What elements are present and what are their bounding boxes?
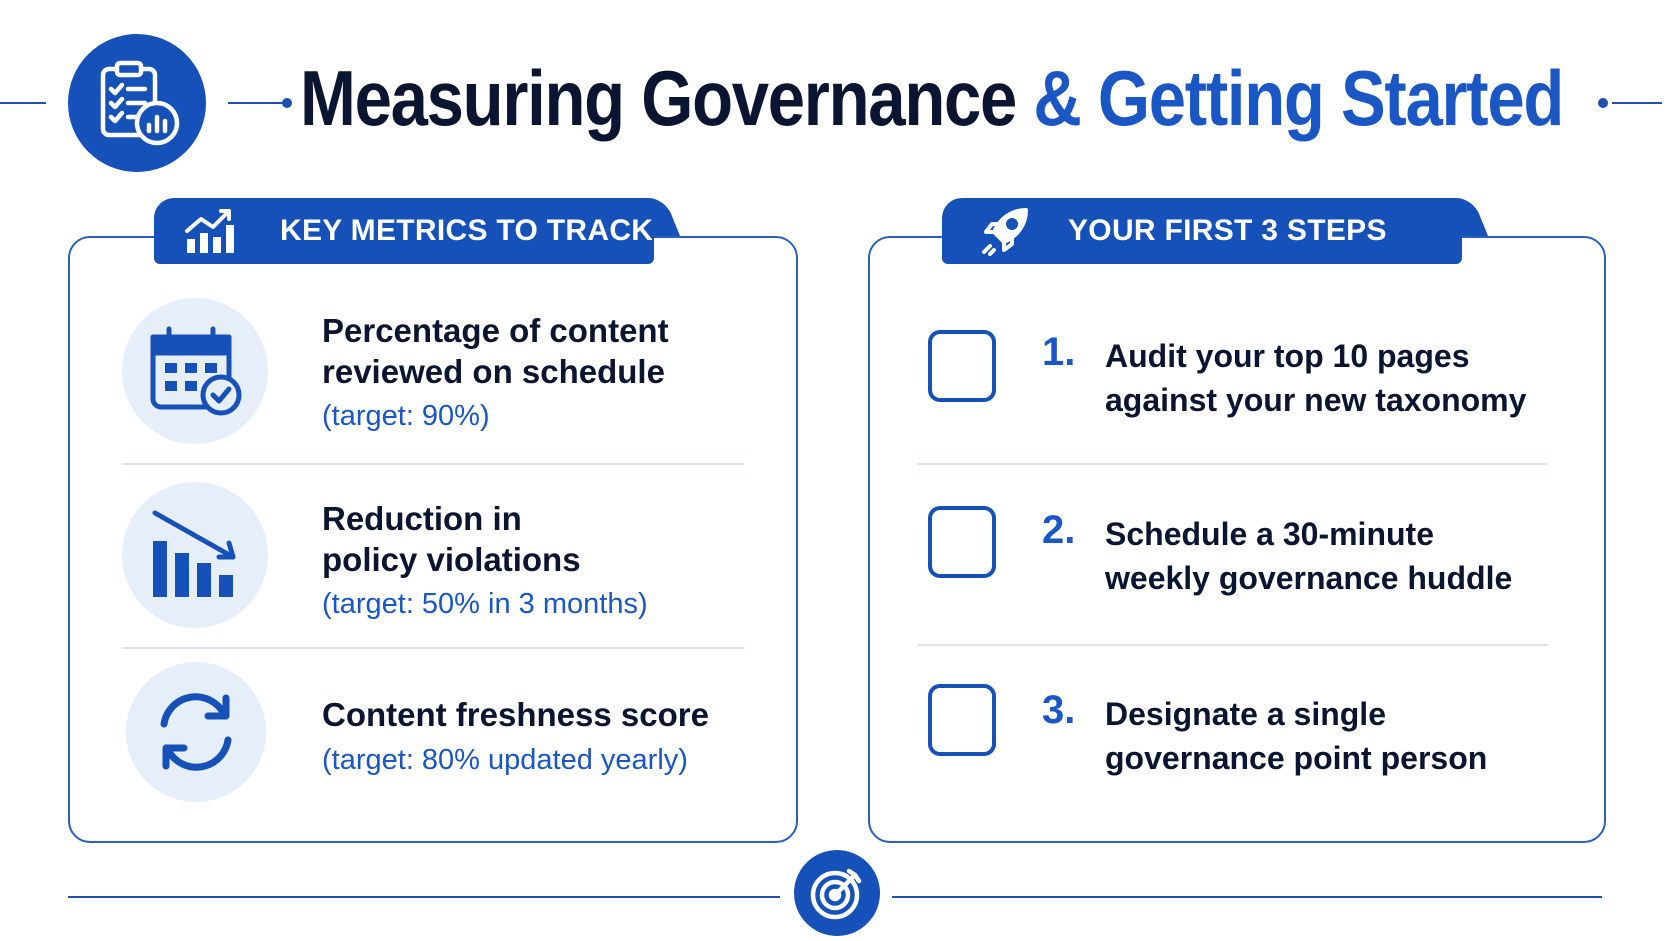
target-icon [794, 850, 880, 936]
metric-1-title [322, 310, 669, 392]
step-2-line1: Schedule a 30-minute [1105, 516, 1434, 552]
metric-icon-circle [126, 662, 266, 802]
metric-divider [122, 463, 744, 465]
step-2-text [1105, 512, 1512, 600]
step-3-text [1105, 692, 1487, 780]
clipboard-chart-icon [68, 34, 206, 172]
step-divider [918, 463, 1548, 465]
step-2-line2: weekly governance huddle [1105, 560, 1513, 596]
metric-1-line2: reviewed on schedule [322, 353, 665, 390]
step-1-checkbox[interactable] [928, 330, 996, 402]
header-dot-left [282, 98, 292, 108]
page-title [300, 48, 1564, 148]
header-dot-right [1598, 98, 1608, 108]
metric-2-target: (target: 50% in 3 months) [322, 588, 648, 620]
footer-line-left [68, 896, 780, 898]
title-accent: & Getting Started [1033, 54, 1564, 142]
steps-tab [942, 198, 1462, 264]
metric-1-target: (target: 90%) [322, 400, 490, 432]
refresh-cycle-icon [150, 686, 242, 778]
step-2-checkbox[interactable] [928, 506, 996, 578]
metric-3-title: Content freshness score [322, 696, 709, 733]
metric-2-title [322, 498, 581, 580]
metrics-tab-label: KEY METRICS TO TRACK [280, 214, 654, 247]
metric-icon-circle [122, 298, 268, 444]
metric-icon-circle [122, 482, 268, 628]
declining-bars-icon [145, 507, 245, 603]
title-primary: Measuring Governance [300, 54, 1017, 142]
metric-2-line1: Reduction in [322, 500, 522, 537]
step-1-number: 1. [1042, 330, 1076, 374]
step-3-checkbox[interactable] [928, 684, 996, 756]
step-3-number: 3. [1042, 688, 1076, 732]
steps-tab-label: YOUR FIRST 3 STEPS [1068, 214, 1387, 247]
header-line-right [1612, 102, 1662, 104]
metric-3-target: (target: 80% updated yearly) [322, 744, 688, 776]
step-3-line2: governance point person [1105, 740, 1488, 776]
step-3-line1: Designate a single [1105, 696, 1386, 732]
step-divider [918, 644, 1548, 646]
header-line-left [0, 102, 46, 104]
rocket-icon [942, 204, 1068, 258]
metric-divider [122, 647, 744, 649]
growth-chart-icon [154, 207, 264, 255]
header-line-mid [228, 102, 286, 104]
metrics-tab [154, 198, 654, 264]
calendar-check-icon [145, 323, 245, 419]
metric-2-line2: policy violations [322, 541, 581, 578]
metric-1-line1: Percentage of content [322, 312, 669, 349]
footer-line-right [892, 896, 1602, 898]
step-1-line1: Audit your top 10 pages [1105, 338, 1470, 374]
step-2-number: 2. [1042, 508, 1076, 552]
step-1-line2: against your new taxonomy [1105, 382, 1527, 418]
step-1-text [1105, 334, 1526, 422]
